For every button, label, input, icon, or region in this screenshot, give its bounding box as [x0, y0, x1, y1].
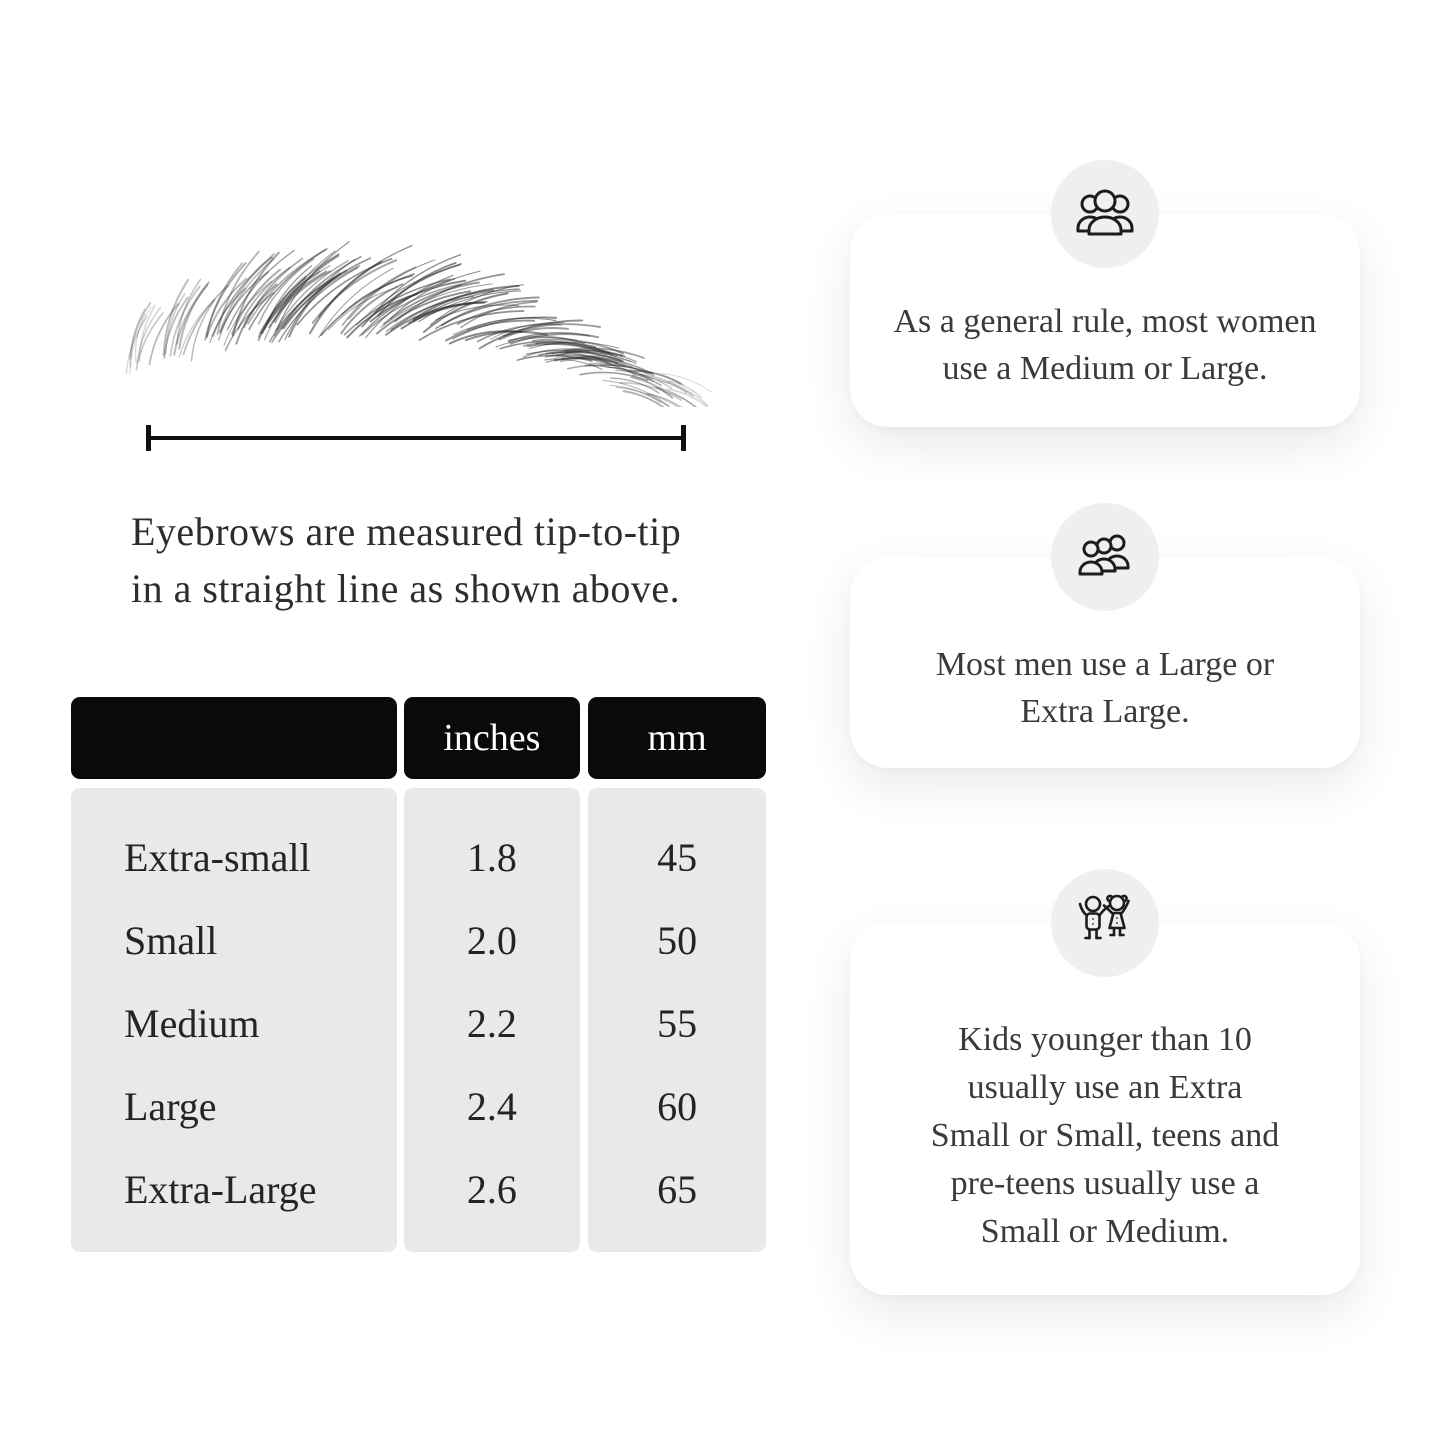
- card-text-line: Small or Medium.: [980, 1213, 1230, 1250]
- size-label: Extra-Large: [124, 1167, 317, 1212]
- measure-tick-left: [146, 425, 151, 451]
- inches-value: 2.6: [466, 1167, 517, 1212]
- icon-badge: [1051, 160, 1159, 268]
- caption-line-1: Eyebrows are measured tip-to-tip: [131, 509, 682, 554]
- mm-value: 55: [657, 1001, 698, 1046]
- size-label: Extra-small: [124, 835, 311, 880]
- inches-value: 1.8: [466, 835, 517, 880]
- icon-badge: [1051, 869, 1159, 977]
- column-size-labels: [71, 788, 397, 1252]
- card-text-line: Most men use a Large or: [935, 646, 1275, 683]
- mm-value: 60: [657, 1084, 698, 1129]
- size-label: Small: [124, 918, 218, 963]
- inches-value: 2.0: [466, 918, 517, 963]
- measure-tick-right: [681, 425, 686, 451]
- men-group-icon: [1069, 521, 1141, 593]
- card-text-line: pre-teens usually use a: [950, 1165, 1260, 1202]
- column-mm: [588, 788, 766, 1252]
- inches-value: 2.4: [466, 1084, 517, 1129]
- card-text-line: Kids younger than 10: [958, 1021, 1252, 1058]
- card-text-line: As a general rule, most women: [893, 303, 1317, 340]
- header-cell-inches: inches: [404, 697, 581, 779]
- card-text-line: Extra Large.: [1020, 693, 1190, 730]
- info-card-kids: [850, 923, 1360, 1295]
- kids-icon: [1069, 887, 1141, 959]
- header-cell-mm: mm: [588, 697, 766, 779]
- header-cell-blank: [71, 697, 397, 779]
- women-group-icon: [1069, 178, 1141, 250]
- mm-value: 45: [657, 835, 698, 880]
- size-table: [71, 697, 766, 1252]
- caption-line-2: in a straight line as shown above.: [131, 566, 681, 611]
- mm-value: 65: [657, 1167, 698, 1212]
- inches-value: 2.2: [466, 1001, 517, 1046]
- icon-badge: [1051, 503, 1159, 611]
- info-card-men: [850, 557, 1360, 768]
- table-header-row: [71, 697, 766, 779]
- column-inches: [404, 788, 581, 1252]
- size-label: Large: [124, 1084, 217, 1129]
- eyebrow-illustration: [115, 232, 715, 407]
- card-text-line: Small or Small, teens and: [930, 1117, 1280, 1154]
- card-text-line: usually use an Extra: [967, 1069, 1243, 1106]
- card-text-line: use a Medium or Large.: [942, 350, 1268, 387]
- measurement-line: [146, 436, 686, 440]
- measurement-caption: [131, 503, 681, 617]
- table-body: [71, 788, 766, 1252]
- size-label: Medium: [124, 1001, 260, 1046]
- mm-value: 50: [657, 918, 698, 963]
- info-card-women: [850, 214, 1360, 427]
